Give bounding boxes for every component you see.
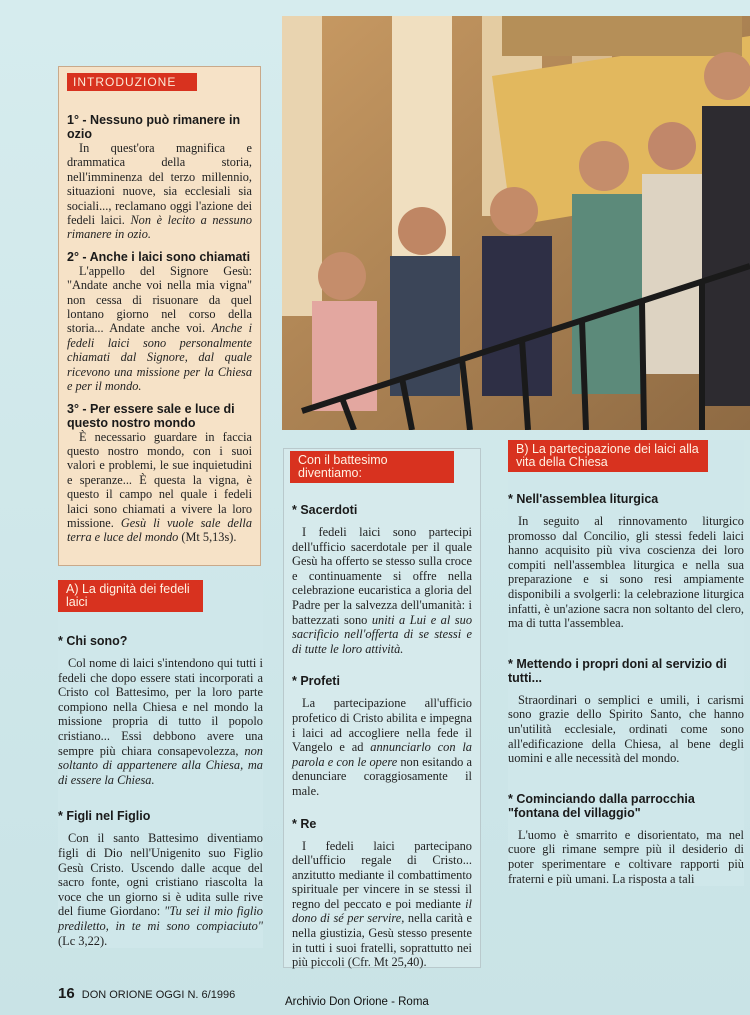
item-text: Con il santo Battesimo diventiamo figli di Dio nell'Unigenito suo Figlio Gesù Cristo. Uscendo dalle acque del sacro fonte, ogni cristiano riascolta la voce che un giorno si è udita sulle rive del fiume Giordano: "Tu sei il mio figlio prediletto, in te mi sono compiaciuto" (Lc 3,22). — [58, 831, 263, 948]
item-title: * Figli nel Figlio — [58, 809, 151, 824]
column-dignity — [58, 580, 263, 948]
intro-section-1 — [67, 113, 252, 242]
page-footer — [58, 985, 235, 1002]
intro-section-title: 1° - Nessuno può rimanere in ozio — [67, 113, 241, 141]
column-participation — [508, 440, 744, 886]
intro-section-body: È necessario guardare in faccia questo nostro mondo, con i suoi valori e problemi, le sue inquietudini e speranze... È questa la vigna, è questo il campo nel quale i fedeli laici sono chiamati a vivere la loro missione. Gesù li vuole sale della terra e luce del mondo (Mt 5,13s). — [67, 429, 252, 545]
item-title: * Sacerdoti — [292, 503, 358, 517]
dignity-item-2 — [58, 809, 263, 948]
group-photo — [282, 16, 750, 430]
item-title: * Nell'assemblea liturgica — [508, 492, 659, 506]
page-number: 16 — [58, 985, 75, 1002]
baptism-item-3 — [292, 817, 472, 970]
participation-item-3 — [508, 792, 744, 886]
item-text: In seguito al rinnovamento liturgico promosso dal Concilio, gli stessi fedeli laici hanno acquisito più viva coscienza dei loro compiti nell'assemblea liturgica e nella sua preparazione e si sono resi ampiamente disponibili a svolgerli: la celebrazione liturgica infatti, è un'azione sacra non soltanto del clero, ma di tutta l'assemblea. — [508, 514, 744, 631]
item-text: I fedeli laici partecipano dell'ufficio regale di Cristo... anzitutto mediante il combattimento spirituale per vincere in se stessi il regno del peccato e poi mediante il dono di sé per servire, nella carità e nella giustizia, Gesù stesso presente in tutti i suoi fratelli, soprattutto nei più piccoli (Cfr. Mt 25,40). — [292, 838, 472, 970]
item-text: La partecipazione all'ufficio profetico di Cristo abilita e impegna i laici ad accogliere nella fede il Vangelo e ad annunciarlo con la parola e con le opere non esitando a denunciare coraggiosamente il male. — [292, 696, 472, 798]
introduction-header: INTRODUZIONE — [67, 73, 197, 91]
intro-section-title: 2° - Anche i laici sono chiamati — [67, 249, 251, 264]
column-header: B) La partecipazione dei laici alla vita della Chiesa — [508, 440, 708, 472]
baptism-item-2 — [292, 674, 472, 798]
dignity-item-1 — [58, 634, 263, 787]
archive-caption: Archivio Don Orione - Roma — [285, 996, 429, 1008]
column-baptism — [283, 448, 481, 968]
item-title: * Profeti — [292, 674, 340, 689]
item-text: Straordinari o semplici e umili, i carismi sono grazie dello Spirito Santo, che hanno un'utilità ecclesiale, ordinati come sono all'edificazione della Chiesa, al bene degli uomini e alle necessità del mondo. — [508, 692, 744, 766]
participation-item-2 — [508, 657, 744, 766]
magazine-issue: DON ORIONE OGGI N. 6/1996 — [81, 989, 236, 1001]
item-title: * Chi sono? — [58, 634, 128, 648]
intro-section-body: L'appello del Signore Gesù: "Andate anche voi nella mia vigna" non cessa di risuonare da quel lontano giorno nel corso della storia... Andate anche voi. Anche i fedeli laici sono personalmente chiamati dal Signore, dal quale ricevono una missione per la Chiesa e per il mondo. — [67, 263, 252, 394]
intro-section-3 — [67, 402, 252, 545]
introduction-box — [58, 66, 261, 566]
participation-item-1 — [508, 492, 744, 631]
intro-section-title: 3° - Per essere sale e luce di questo nostro mondo — [67, 401, 235, 430]
intro-section-body: In quest'ora magnifica e drammatica della storia, nell'imminenza del terzo millennio, situazioni nuove, sia ecclesiali sia sociali..., reclamano oggi l'azione dei fedeli laici. Non è lecito a nessuno rimanere in ozio. — [67, 141, 252, 242]
item-text: L'uomo è smarrito e disorientato, ma nel cuore gli rimane sempre più il desiderio di poter sperimentare e coltivare rapporti più fraterni e più umani. La risposta a tali — [508, 827, 744, 886]
intro-section-2 — [67, 250, 252, 394]
item-title: * Mettendo i propri doni al servizio di tutti... — [508, 656, 727, 685]
baptism-item-1 — [292, 503, 472, 656]
item-title: * Cominciando dalla parrocchia "fontana del villaggio" — [508, 791, 695, 820]
item-text: I fedeli laici sono partecipi dell'ufficio sacerdotale per il quale Gesù ha offerto se stesso sulla croce e continuamente si offre nella celebrazione eucaristica a gloria del Padre per la salvezza dell'umanità: i battezzati sono uniti a Lui e al suo sacrificio nell'offerta di se stessi e di tutte le loro attività. — [292, 525, 473, 656]
item-title: * Re — [292, 816, 317, 831]
column-header: Con il battesimo diventiamo: — [290, 451, 454, 483]
column-header: A) La dignità dei fedeli laici — [58, 580, 203, 612]
photo-illustration — [282, 16, 750, 430]
item-text: Col nome di laici s'intendono qui tutti i fedeli che dopo essere stati incorporati a Cristo col Battesimo, per la loro parte compiono nella Chiesa e nel mondo la missione propria di tutto il popolo cristiano... Essi debbono avere una sempre più chiara consapevolezza, non soltanto di appartenere alla Chiesa, ma di essere la Chiesa. — [58, 656, 263, 787]
